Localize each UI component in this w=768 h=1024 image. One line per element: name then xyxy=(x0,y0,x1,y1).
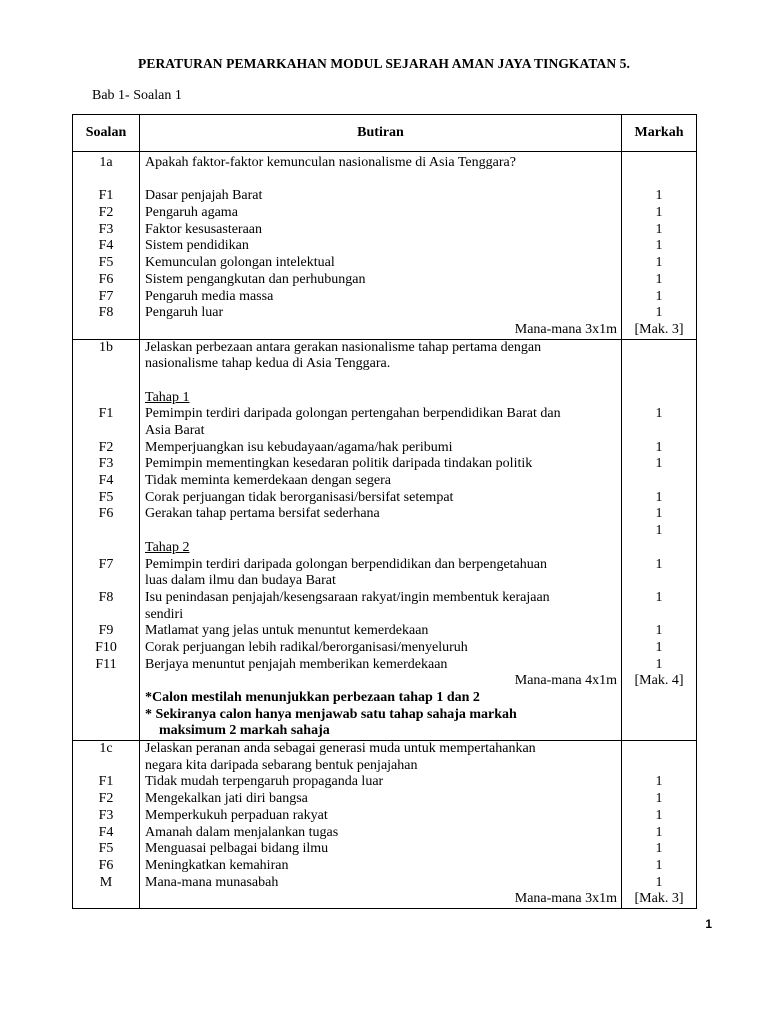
item-mark: 1 xyxy=(655,506,663,522)
question-code: 1c xyxy=(99,741,113,757)
question-row-1b xyxy=(73,339,697,741)
item-text: Meningkatkan kemahiran xyxy=(145,857,289,873)
question-text: Jelaskan perbezaan antara gerakan nasionalisme tahap pertama dengan xyxy=(145,339,542,355)
item-text: Sistem pengangkutan dan perhubungan xyxy=(145,271,366,287)
marks-cell xyxy=(622,152,697,340)
item-text: Tidak mudah terpengaruh propaganda luar xyxy=(145,774,384,790)
item-text: Isu penindasan penjajah/kesengsaraan rakyat/ingin membentuk kerajaan xyxy=(145,589,550,605)
item-mark: 1 xyxy=(655,406,663,422)
marking-scheme-table xyxy=(72,114,697,909)
question-code-cell xyxy=(73,741,140,909)
max-marks: [Mak. 3] xyxy=(634,891,684,907)
item-mark: 1 xyxy=(655,791,663,807)
item-text: Berjaya menuntut penjajah memberikan kemerdekaan xyxy=(145,656,448,672)
item-text-list xyxy=(145,440,621,523)
item-code-list xyxy=(73,774,139,891)
item-text-list xyxy=(145,188,621,322)
item-text: Menguasai pelbagai bidang ilmu xyxy=(145,841,329,857)
note-text: maksimum 2 markah sahaja xyxy=(159,723,330,739)
item-text: Pengaruh media massa xyxy=(145,288,274,304)
question-details-cell xyxy=(140,152,622,340)
item-text: Corak perjuangan tidak berorganisasi/bersifat setempat xyxy=(145,489,454,505)
item-mark-list xyxy=(622,623,696,673)
item-code: F3 xyxy=(98,221,114,237)
item-text: Faktor kesusasteraan xyxy=(145,221,263,237)
item-text: Tidak meminta kemerdekaan dengan segera xyxy=(145,473,391,489)
item-mark: 1 xyxy=(655,205,663,221)
item-code: F5 xyxy=(98,489,114,505)
item-text: Dasar penjajah Barat xyxy=(145,188,263,204)
question-row-1c xyxy=(73,741,697,909)
max-marks: [Mak. 3] xyxy=(634,321,684,337)
item-code: F8 xyxy=(98,305,114,321)
question-text: Jelaskan peranan anda sebagai generasi muda untuk mempertahankan xyxy=(145,741,536,757)
item-text: Kemunculan golongan intelektual xyxy=(145,255,335,271)
summary-text: Mana-mana 3x1m xyxy=(514,891,617,907)
item-text-list xyxy=(145,774,621,891)
item-mark: 1 xyxy=(655,774,663,790)
section-heading-tahap-1: Tahap 1 xyxy=(145,389,190,405)
document-subtitle: Bab 1- Soalan 1 xyxy=(92,88,182,103)
max-marks: [Mak. 4] xyxy=(634,673,684,689)
item-mark: 1 xyxy=(655,656,663,672)
item-code: F8 xyxy=(98,589,114,605)
item-code: F6 xyxy=(98,857,114,873)
item-text: sendiri xyxy=(145,606,184,622)
header-soalan: Soalan xyxy=(73,115,140,152)
item-text: Pemimpin mementingkan kesedaran politik daripada tindakan politik xyxy=(145,456,533,472)
item-mark: 1 xyxy=(655,824,663,840)
question-text: negara kita daripada sebarang bentuk penjajahan xyxy=(145,757,418,773)
item-mark: 1 xyxy=(655,523,663,539)
item-text: Pemimpin terdiri daripada golongan berpendidikan dan berpengetahuan xyxy=(145,556,547,572)
item-code: F5 xyxy=(98,255,114,271)
item-code: F6 xyxy=(98,506,114,522)
item-mark: 1 xyxy=(655,857,663,873)
item-mark: 1 xyxy=(655,305,663,321)
item-mark: 1 xyxy=(655,188,663,204)
question-code: 1b xyxy=(99,339,113,355)
table-header-row xyxy=(73,115,697,152)
item-code: F7 xyxy=(98,288,114,304)
header-markah: Markah xyxy=(622,115,697,152)
item-mark: 1 xyxy=(655,238,663,254)
item-text: Amanah dalam menjalankan tugas xyxy=(145,824,339,840)
item-mark: 1 xyxy=(655,255,663,271)
item-mark-list xyxy=(622,774,696,891)
summary-text: Mana-mana 4x1m xyxy=(514,673,617,689)
item-text: Mana-mana munasabah xyxy=(145,874,279,890)
question-row-1a xyxy=(73,152,697,340)
item-text: Asia Barat xyxy=(145,423,205,438)
marks-cell xyxy=(622,741,697,909)
item-code: F9 xyxy=(98,623,114,639)
item-code: F2 xyxy=(98,439,114,455)
item-mark xyxy=(622,473,696,490)
item-text: Gerakan tahap pertama bersifat sederhana xyxy=(145,506,380,522)
document-title: PERATURAN PEMARKAHAN MODUL SEJARAH AMAN JAYA TINGKATAN 5. xyxy=(138,56,630,71)
item-code: F3 xyxy=(98,807,114,823)
item-code: F11 xyxy=(95,656,117,672)
header-butiran: Butiran xyxy=(140,115,622,152)
item-code: F1 xyxy=(98,188,114,204)
item-code-list xyxy=(73,623,139,673)
item-mark: 1 xyxy=(655,556,663,572)
item-mark: 1 xyxy=(655,221,663,237)
item-mark: 1 xyxy=(655,623,663,639)
item-code: F1 xyxy=(98,406,114,422)
item-code: F10 xyxy=(95,639,117,655)
question-details-cell xyxy=(140,741,622,909)
question-code-cell xyxy=(73,152,140,340)
question-text: Apakah faktor-faktor kemunculan nasionalisme di Asia Tenggara? xyxy=(145,155,516,170)
item-mark: 1 xyxy=(655,288,663,304)
item-text: Pengaruh agama xyxy=(145,205,238,221)
page-number: 1 xyxy=(705,917,712,931)
item-code: F2 xyxy=(98,791,114,807)
item-code: F7 xyxy=(98,556,114,572)
note-text: * Sekiranya calon hanya menjawab satu tahap sahaja markah xyxy=(145,706,517,722)
item-mark-list xyxy=(622,440,696,523)
note-text: *Calon mestilah menunjukkan perbezaan tahap 1 dan 2 xyxy=(145,690,480,705)
item-text: Mengekalkan jati diri bangsa xyxy=(145,791,308,807)
item-code-list xyxy=(73,188,139,322)
item-mark: 1 xyxy=(655,807,663,823)
question-code: 1a xyxy=(99,155,113,170)
item-code: F4 xyxy=(98,473,114,489)
question-code-cell xyxy=(73,339,140,741)
question-text: nasionalisme tahap kedua di Asia Tenggara. xyxy=(145,356,391,372)
item-mark: 1 xyxy=(655,874,663,890)
item-mark: 1 xyxy=(655,439,663,455)
item-code: M xyxy=(99,874,113,890)
item-text: Matlamat yang jelas untuk menuntut kemerdekaan xyxy=(145,623,429,639)
item-code: F4 xyxy=(98,238,114,254)
item-code: F3 xyxy=(98,456,114,472)
item-mark: 1 xyxy=(655,489,663,505)
item-mark: 1 xyxy=(655,271,663,287)
item-text: Corak perjuangan lebih radikal/berorganisasi/menyeluruh xyxy=(145,639,468,655)
item-code: F5 xyxy=(98,841,114,857)
item-code: F6 xyxy=(98,271,114,287)
item-mark-list xyxy=(622,188,696,322)
item-code: F2 xyxy=(98,205,114,221)
item-text-list xyxy=(145,623,621,673)
item-text: Pemimpin terdiri daripada golongan pertengahan berpendidikan Barat dan xyxy=(145,406,561,422)
section-heading-tahap-2: Tahap 2 xyxy=(145,539,190,555)
marks-cell xyxy=(622,339,697,741)
item-text: Memperkukuh perpaduan rakyat xyxy=(145,807,328,823)
item-text: Pengaruh luar xyxy=(145,305,224,321)
item-mark: 1 xyxy=(655,589,663,605)
item-mark: 1 xyxy=(655,841,663,857)
item-code-list xyxy=(73,440,139,523)
item-code: F4 xyxy=(98,824,114,840)
item-code: F1 xyxy=(98,774,114,790)
question-details-cell xyxy=(140,339,622,741)
item-text: Sistem pendidikan xyxy=(145,238,249,254)
item-mark: 1 xyxy=(655,639,663,655)
item-mark: 1 xyxy=(655,456,663,472)
summary-text: Mana-mana 3x1m xyxy=(514,321,617,337)
item-text: Memperjuangkan isu kebudayaan/agama/hak peribumi xyxy=(145,439,453,455)
item-text: luas dalam ilmu dan budaya Barat xyxy=(145,573,336,589)
